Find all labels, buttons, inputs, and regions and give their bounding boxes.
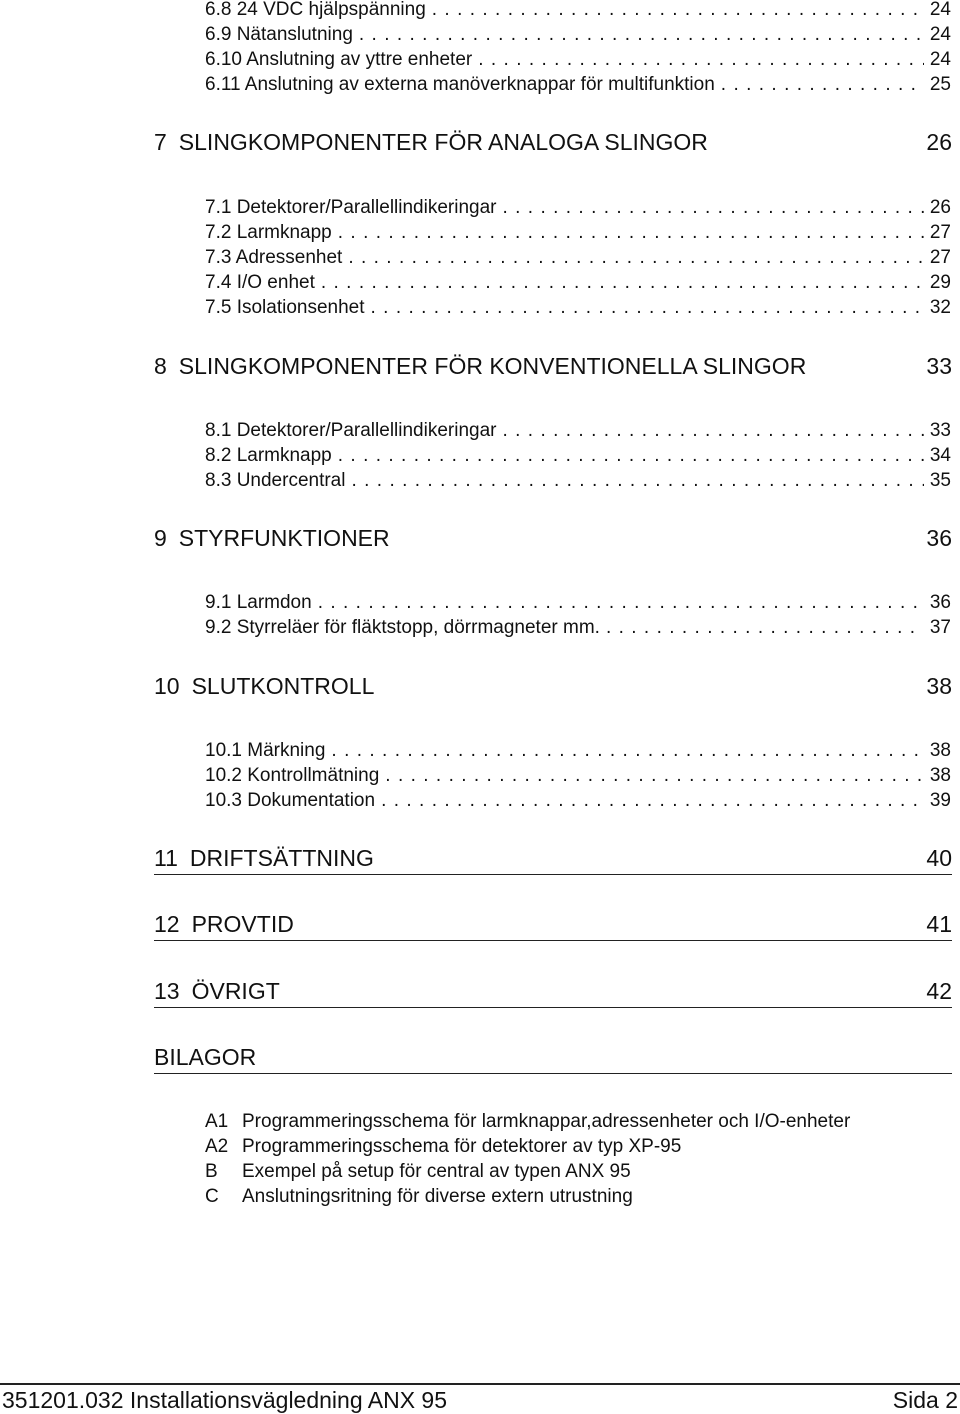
chapter-heading-7[interactable]: 7 SLINGKOMPONENTER FÖR ANALOGA SLINGOR 26 (154, 129, 952, 155)
toc-entry[interactable]: 6.11 Anslutning av externa manöverknappar för multifunktion . . . 25 (205, 72, 951, 98)
leader-dots (338, 443, 924, 469)
chapter-heading-8[interactable]: 8 SLINGKOMPONENTER FÖR KONVENTIONELLA SLINGOR 33 (154, 353, 952, 379)
footer-document-title: 351201.032 Installationsvägledning ANX 95 (2, 1387, 448, 1413)
leader-dots (321, 270, 924, 296)
toc-entry[interactable]: 7.2 Larmknapp . . . 27 (205, 220, 951, 246)
toc-entry[interactable]: 7.5 Isolationsenhet . . . 32 (205, 295, 951, 321)
toc-entry[interactable]: 10.3 Dokumentation . . . 39 (205, 788, 951, 814)
leader-dots (338, 220, 924, 246)
toc-entry[interactable]: 7.3 Adressenhet . . . 27 (205, 245, 951, 271)
appendix-item[interactable]: A2 Programmeringsschema för detektorer av typ XP-95 (205, 1136, 682, 1157)
toc-entry[interactable]: 10.1 Märkning . . . 38 (205, 738, 951, 764)
leader-dots (721, 72, 924, 98)
chapter-heading-13[interactable]: 13 ÖVRIGT 42 (154, 975, 952, 1008)
toc-entry[interactable]: 9.1 Larmdon . . . 36 (205, 590, 951, 616)
leader-dots (502, 195, 923, 221)
toc-entry[interactable]: 7.1 Detektorer/Parallellindikeringar . . . 26 (205, 195, 951, 221)
leader-dots (478, 47, 924, 73)
toc-entry[interactable]: 7.4 I/O enhet . . . 29 (205, 270, 951, 296)
leader-dots (348, 245, 924, 271)
footer-page-number: Sida 2 (892, 1387, 958, 1413)
footer-divider (0, 1383, 960, 1385)
appendix-item[interactable]: A1 Programmeringsschema för larmknappar,adressenheter och I/O-enheter (205, 1111, 851, 1132)
leader-dots (381, 788, 924, 814)
toc-entry[interactable]: 8.2 Larmknapp . . . 34 (205, 443, 951, 469)
leader-dots (318, 590, 924, 616)
toc-entry[interactable]: 10.2 Kontrollmätning . . . 38 (205, 763, 951, 789)
leader-dots (331, 738, 923, 764)
toc-entry[interactable]: 9.2 Styrreläer för fläktstopp, dörrmagneter mm. . . . 37 (205, 615, 951, 641)
chapter-heading-11[interactable]: 11 DRIFTSÄTTNING 40 (154, 842, 952, 875)
leader-dots (432, 0, 924, 23)
leader-dots (385, 763, 924, 789)
chapter-heading-12[interactable]: 12 PROVTID 41 (154, 908, 952, 941)
chapter-heading-10[interactable]: 10 SLUTKONTROLL 38 (154, 673, 952, 699)
page-footer (0, 1386, 960, 1414)
bilagor-heading: BILAGOR (154, 1041, 952, 1074)
leader-dots (351, 468, 923, 494)
appendix-item[interactable]: B Exempel på setup för central av typen ANX 95 (205, 1161, 631, 1182)
leader-dots (359, 22, 924, 48)
appendix-item[interactable]: C Anslutningsritning för diverse extern utrustning (205, 1186, 633, 1207)
toc-entry[interactable]: 6.10 Anslutning av yttre enheter . . . 24 (205, 47, 951, 73)
chapter-heading-9[interactable]: 9 STYRFUNKTIONER 36 (154, 525, 952, 551)
toc-entry[interactable]: 8.1 Detektorer/Parallellindikeringar . . . 33 (205, 418, 951, 444)
leader-dots (502, 418, 923, 444)
toc-entry[interactable]: 8.3 Undercentral . . . 35 (205, 468, 951, 494)
toc-entry[interactable]: 6.8 24 VDC hjälpspänning . . . 24 (205, 0, 951, 23)
leader-dots (371, 295, 924, 321)
toc-entry[interactable]: 6.9 Nätanslutning . . . 24 (205, 22, 951, 48)
leader-dots (606, 615, 924, 641)
